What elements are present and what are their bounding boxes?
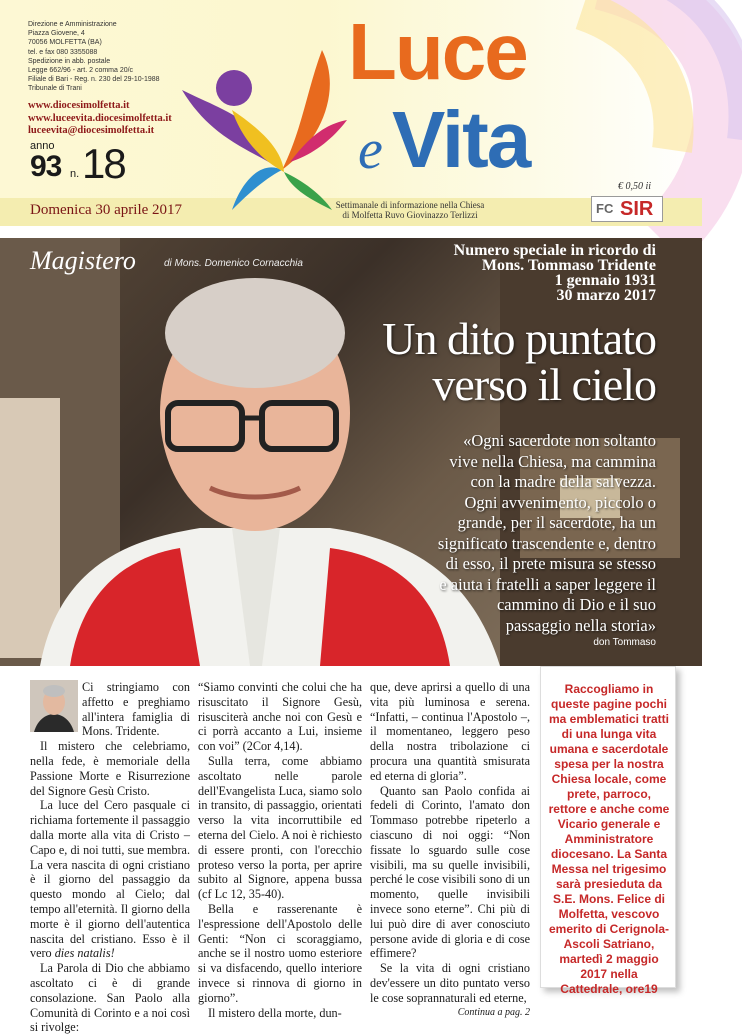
info-line: Legge 662/96 - art. 2 comma 20/c — [28, 67, 134, 75]
section-rubric: Magistero — [30, 246, 136, 275]
headline-line: Un dito puntato — [382, 313, 656, 364]
article-paragraph: Sulla terra, come abbiamo ascoltato nelle parole dell'Evangelista Luca, siamo solo in transito, di passaggio, orientati verso la vita incorruttibile ed eterna del Cielo. A noi è richiesto di essere pronti, con l'orecchio proteso verso la porta, per aprire subito al Signore, appena bussa (cf Lc 12, 35-40). — [198, 753, 362, 902]
website-link[interactable]: www.diocesimolfetta.it — [28, 100, 130, 111]
article-column-1 — [30, 680, 190, 1035]
bishop-portrait — [30, 680, 78, 732]
price: € 0,50 ii — [618, 181, 652, 192]
article-paragraph: Bella e rasserenante è l'espressione dell'Apostolo delle Genti: “Non ci scoraggiamo, anche se il nostro uomo esteriore si va disfacendo, quello interiore invece si rinnova di giorno in giorno”. — [198, 901, 362, 1005]
anno-value: 93 — [30, 150, 62, 183]
numero-value: 18 — [82, 140, 125, 187]
publisher-info — [28, 20, 188, 94]
issue-date: Domenica 30 aprile 2017 — [30, 202, 183, 218]
article-paragraph: Quanto san Paolo confida ai fedeli di Corinto, l'amato don Tommaso potrebbe ripeterlo a ciascuno di noi oggi: “Non fissate lo sguardo sulle cose visibili, ma su quelle invisibili, perché le cose visibili sono di un momento, quelle invisibili invece sono eterne”. Chi più di lui può dire di aver conosciuto persone avide di gloria e di cose effimere? — [370, 783, 530, 961]
article-paragraph: Il mistero della morte, dun- — [208, 1005, 342, 1020]
subtitle-line: di Molfetta Ruvo Giovinazzo Terlizzi — [342, 210, 478, 220]
masthead-subtitle — [310, 200, 510, 220]
info-line: Filiale di Bari - Reg. n. 230 del 29-10-1988 — [28, 76, 160, 84]
article-italic: dies natalis! — [54, 946, 115, 961]
info-line: 70056 MOLFETTA (BA) — [28, 39, 102, 47]
special-line: Numero speciale in ricordo di — [453, 242, 656, 259]
info-line: Tribunale di Trani — [28, 85, 82, 93]
numero-label: n. — [70, 168, 80, 180]
article-paragraph: Ci stringiamo con affetto e preghiamo all'intera famiglia di Mons. Tridente. — [82, 680, 190, 739]
special-line: 30 marzo 2017 — [556, 287, 656, 304]
info-line: Piazza Giovene, 4 — [28, 30, 85, 38]
article-text: La luce del Cero pasquale ci richiama fortemente il passaggio dalla morte alla vita di Cristo – Capo e, di noi tutti, sue membra. La vera nascita di ogni cristiano è il giorno del passaggio da questo mondo al Cielo; dal tempo all'eternità. Il giorno della morte è il giorno dell'autentica nascita del cristiano. Esso è il vero — [30, 798, 190, 961]
article-paragraph: “Siamo convinti che colui che ha risuscitato il Signore Gesù, risusciterà anche noi con Gesù e ci porrà accanto a Lui, insieme con voi” (2Cor 4,14). — [198, 680, 362, 754]
pull-quote: «Ogni sacerdote non soltanto vive nella Chiesa, ma cammina con la madre della salvezza. Ogni avvenimento, piccolo o grande, per il sacerdote, ha un significato trascendente e, dentro di esso, il prete misura se stesso e aiuta i fratelli a saper leggere il cammino di Dio e il suo passaggio nella storia» — [437, 431, 656, 635]
anno-label: anno — [30, 140, 55, 152]
article-paragraph: La Parola di Dio che abbiamo ascoltato ci è di grande consolazione. San Paolo alla Comunità di Corinto e a noi così si rivolge: — [30, 961, 190, 1035]
headline-line: verso il cielo — [432, 359, 656, 410]
fc-mark: FC — [596, 201, 614, 216]
special-line: Mons. Tommaso Tridente — [481, 257, 656, 274]
logo-figure-icon — [172, 30, 362, 210]
sir-mark: SIR — [620, 198, 654, 220]
special-line: 1 gennaio 1931 — [554, 272, 656, 289]
info-line: tel. e fax 080 3355088 — [28, 48, 98, 56]
article-paragraph: que, deve aprirsi a quello di una vita più luminosa e serena. “Infatti, – continua l'Apostolo –, il momentaneo, leggero peso della nostra tribolazione ci procura una quantità smisurata ed eterna di gloria”. — [370, 680, 530, 783]
masthead-title-e: e — [358, 119, 383, 181]
article-paragraph: Se la vita di ogni cristiano dev'essere un dito puntato verso le cose soprannaturali ed eterne, — [370, 961, 530, 1005]
info-line: Spedizione in abb. postale — [28, 57, 111, 65]
masthead-title-luce: Luce — [348, 7, 527, 96]
article-column-3 — [370, 680, 530, 1020]
web-links — [28, 100, 172, 138]
headline — [382, 313, 656, 410]
article-paragraph: Il mistero che celebriamo, nella fede, è memoriale della Passione Morte e Risurrezione del Signore Gesù Cristo. — [30, 739, 190, 798]
masthead-title-vita: Vita — [392, 95, 530, 184]
quote-signature: don Tommaso — [593, 637, 656, 648]
article-paragraph — [30, 798, 190, 961]
article-column-2 — [198, 680, 362, 1020]
sidebar-text: Raccogliamo in queste pagine pochi ma emblematici tratti di una lunga vita umana e sacerdotale spesa per la nostra Chiesa locale, come prete, parroco, rettore e anche come Vicario generale e Amministratore diocesano. La Santa Messa nel trigesimo sarà presieduta da S.E. Mons. Felice di Molfetta, vescovo emerito di Cerignola-Ascoli Satriano, martedì 2 maggio 2017 nella Cattedrale, ore19 — [548, 682, 670, 996]
subtitle-line: Settimanale di informazione nella Chiesa — [335, 200, 485, 210]
fisc-sir-logo — [591, 196, 663, 222]
portrait-icon — [30, 680, 78, 732]
website-link[interactable]: www.luceevita.diocesimolfetta.it — [28, 112, 172, 124]
continued-link[interactable]: Continua a pag. 2 — [457, 1006, 530, 1018]
email-link[interactable]: luceevita@diocesimolfetta.it — [28, 125, 155, 136]
byline: di Mons. Domenico Cornacchia — [164, 258, 303, 269]
special-issue-note — [454, 243, 656, 303]
info-line: Direzione e Amministrazione — [28, 21, 117, 28]
